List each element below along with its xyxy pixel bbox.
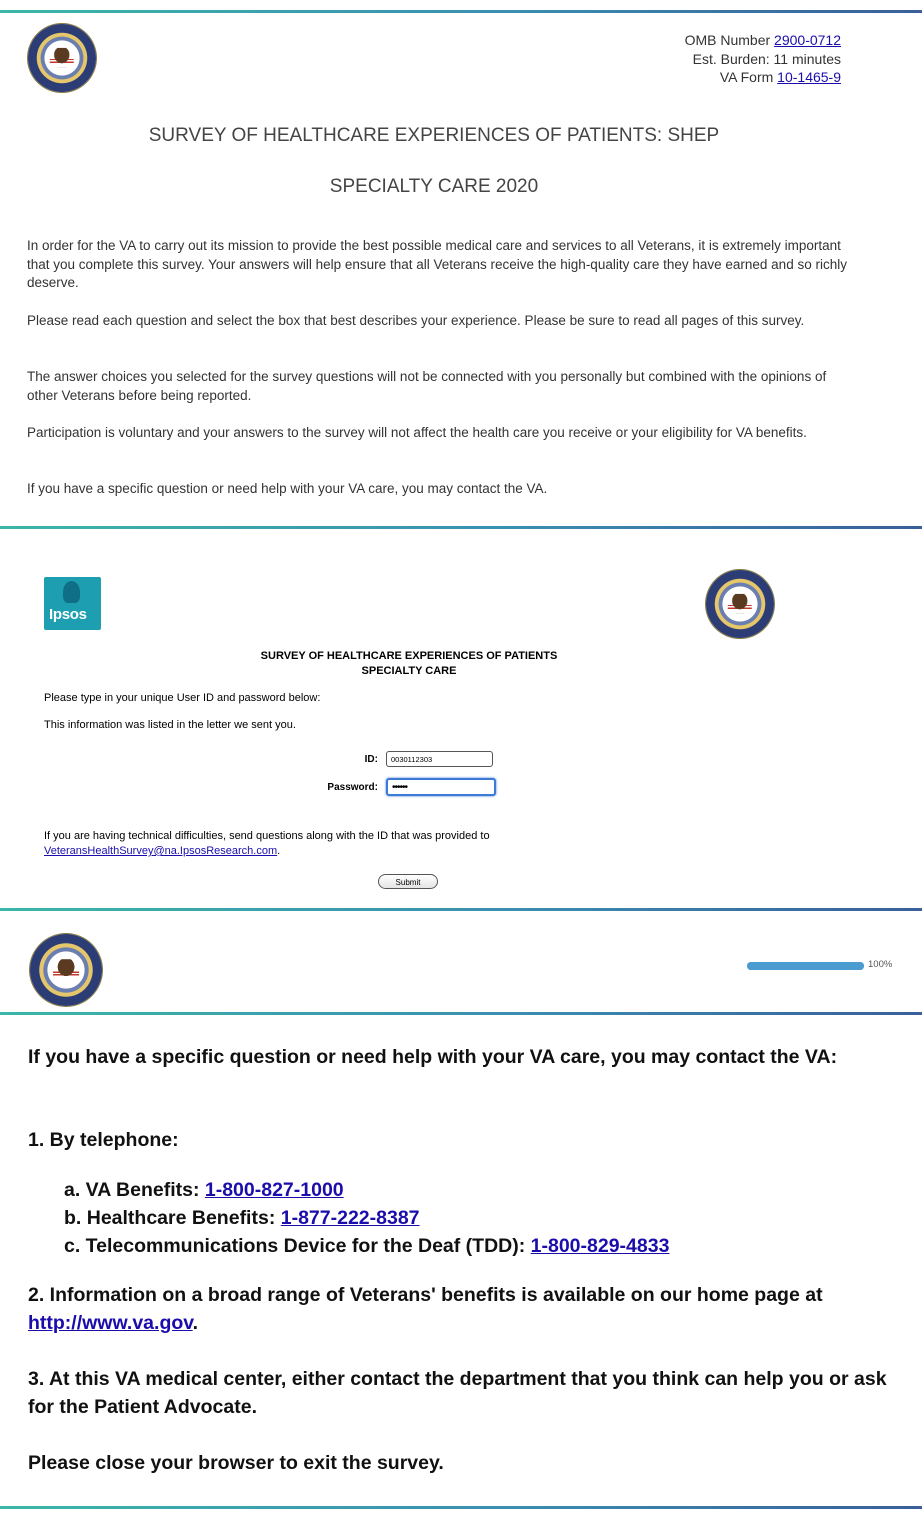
password-label: Password: bbox=[327, 782, 378, 793]
va-seal-logo bbox=[28, 24, 96, 92]
login-title-line2: SPECIALTY CARE bbox=[361, 665, 457, 677]
id-label: ID: bbox=[364, 754, 378, 765]
phone-a-label: a. VA Benefits: bbox=[64, 1179, 205, 1201]
burden-text: Est. Burden: 11 minutes bbox=[692, 50, 841, 67]
login-title-line1: SURVEY OF HEALTHCARE EXPERIENCES OF PATIENTS bbox=[260, 650, 558, 662]
submit-button[interactable]: Submit bbox=[378, 874, 438, 889]
eagle-icon bbox=[53, 959, 79, 981]
va-form-link[interactable]: 10-1465-9 bbox=[777, 69, 841, 85]
user-id-input[interactable]: 0030112303 bbox=[386, 751, 493, 767]
ipsos-logo-text: Ipsos bbox=[49, 606, 87, 623]
divider-top bbox=[0, 10, 922, 13]
phone-c-label: c. Telecommunications Device for the Deaf (TDD): bbox=[64, 1235, 531, 1257]
phone-b-label: b. Healthcare Benefits: bbox=[64, 1207, 281, 1229]
password-input[interactable]: •••••• bbox=[386, 778, 496, 796]
help-text bbox=[44, 829, 604, 859]
phone-healthcare-benefits bbox=[64, 1204, 922, 1232]
closing-text: Please close your browser to exit the survey. bbox=[28, 1452, 444, 1474]
phone-tdd bbox=[64, 1232, 922, 1260]
eagle-icon bbox=[728, 594, 752, 614]
intro-paragraph-2: Please read each question and select the box that best describes your experience. Please be sure to read all pages of this survey. bbox=[27, 313, 805, 328]
final-item-1: 1. By telephone: bbox=[28, 1129, 179, 1151]
omb-info bbox=[685, 31, 841, 87]
final-item-2 bbox=[28, 1281, 898, 1337]
survey-subtitle: SPECIALTY CARE 2020 bbox=[329, 176, 539, 197]
divider-1 bbox=[0, 526, 922, 529]
divider-3 bbox=[0, 1012, 922, 1015]
phone-va-benefits bbox=[64, 1176, 922, 1204]
va-gov-link[interactable]: http://www.va.gov bbox=[28, 1312, 193, 1334]
intro-paragraph-4: Participation is voluntary and your answers to the survey will not affect the health care you receive or your eligibility for VA benefits. bbox=[27, 425, 807, 440]
login-instruction-1: Please type in your unique User ID and password below: bbox=[44, 692, 321, 704]
ipsos-logo bbox=[44, 577, 101, 630]
login-instruction-2: This information was listed in the letter we sent you. bbox=[44, 719, 296, 731]
help-period: . bbox=[277, 845, 281, 857]
final-intro: If you have a specific question or need help with your VA care, you may contact the VA: bbox=[28, 1046, 838, 1068]
login-title bbox=[0, 649, 818, 679]
eagle-icon bbox=[50, 48, 74, 68]
divider-bottom bbox=[0, 1506, 922, 1509]
va-seal-logo-login bbox=[706, 570, 774, 638]
help-text-body: If you are having technical difficulties, send questions along with the ID that was provided to bbox=[44, 830, 490, 842]
intro-paragraph-5: If you have a specific question or need help with your VA care, you may contact the VA. bbox=[27, 481, 548, 496]
intro-paragraph-1: In order for the VA to carry out its mission to provide the best possible medical care and services to all Veterans, it is extremely important that you complete this survey. Your answers will help ensure that all Veterans receive the high-quality care they have earned and so richly deserve. bbox=[27, 238, 847, 290]
phone-a-link[interactable]: 1-800-827-1000 bbox=[204, 1179, 344, 1201]
form-label: VA Form bbox=[719, 69, 778, 85]
omb-number-link[interactable]: 2900-0712 bbox=[774, 32, 841, 48]
phone-b-link[interactable]: 1-877-222-8387 bbox=[280, 1207, 420, 1229]
phone-c-link[interactable]: 1-800-829-4833 bbox=[530, 1235, 670, 1257]
ipsos-head-icon bbox=[63, 581, 80, 603]
final-item-3: 3. At this VA medical center, either contact the department that you think can help you or ask for the Patient Advocate. bbox=[28, 1368, 887, 1418]
progress-percent: 100% bbox=[868, 959, 893, 970]
item-2-end: . bbox=[192, 1312, 199, 1334]
item-2-text: 2. Information on a broad range of Veterans' benefits is available on our home page at bbox=[28, 1284, 823, 1306]
survey-title: SURVEY OF HEALTHCARE EXPERIENCES OF PATIENTS: SHEP bbox=[148, 125, 720, 146]
omb-label: OMB Number bbox=[684, 32, 775, 48]
intro-paragraph-3: The answer choices you selected for the survey questions will not be connected with you personally but combined with the opinions of other Veterans before being reported. bbox=[27, 369, 827, 403]
divider-2 bbox=[0, 908, 922, 911]
va-seal-logo-final bbox=[30, 934, 102, 1006]
progress-bar bbox=[747, 962, 864, 970]
progress-bar-fill bbox=[747, 962, 864, 970]
help-email-link[interactable]: VeteransHealthSurvey@na.IpsosResearch.com bbox=[44, 845, 278, 857]
